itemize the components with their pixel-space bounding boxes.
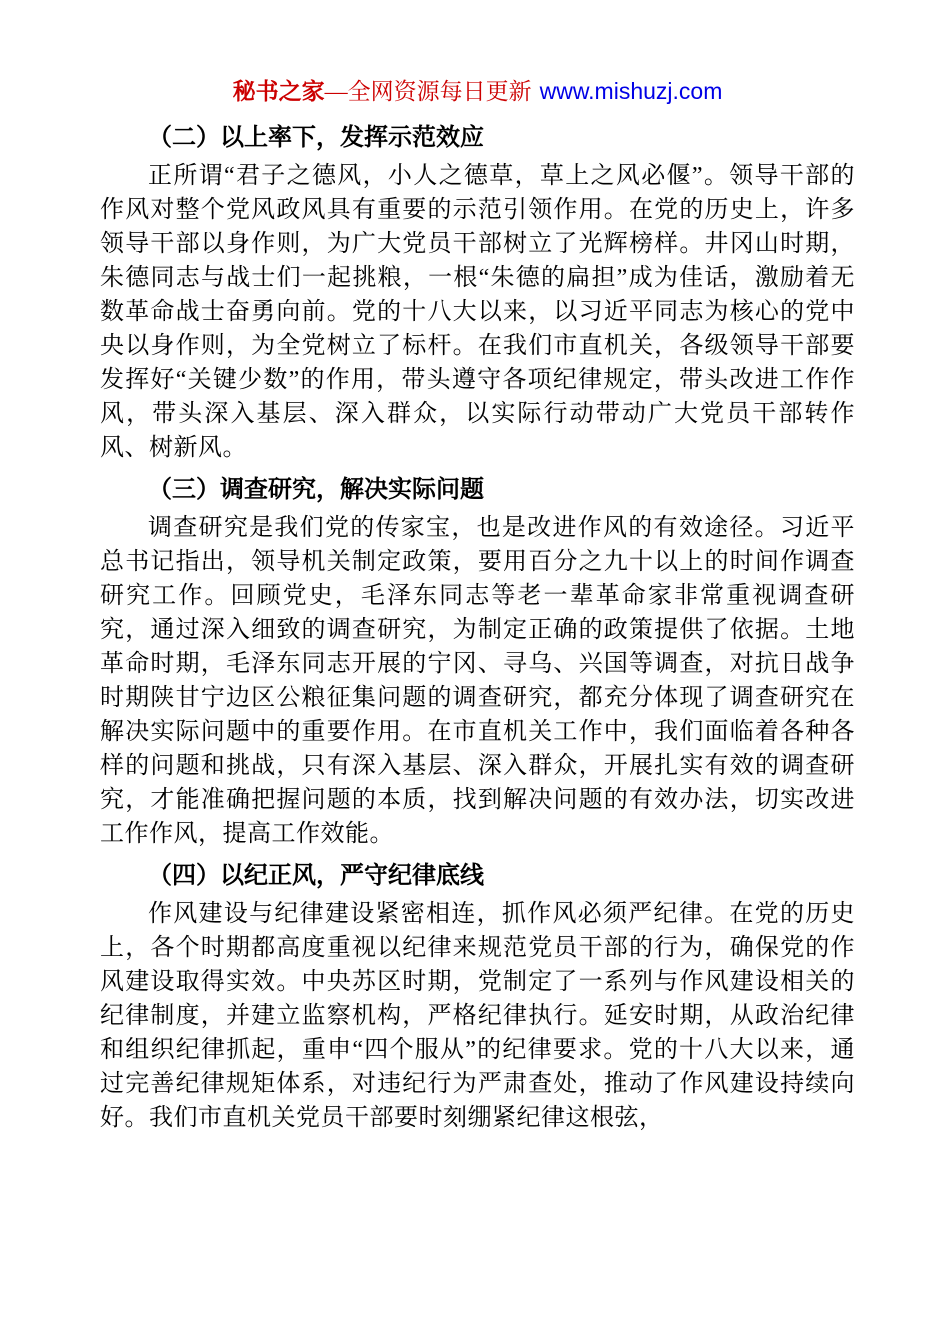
- section-4: [100, 859, 855, 1135]
- section-3-paragraph: 调查研究是我们党的传家宝，也是改进作风的有效途径。习近平总书记指出，领导机关制定政策，要用百分之九十以上的时间作调查研究工作。回顾党史，毛泽东同志等老一辈革命家非常重视调查研究，通过深入细致的调查研究，为制定正确的政策提供了依据。土地革命时期，毛泽东同志开展的宁冈、寻乌、兴国等调查，对抗日战争时期陕甘宁边区公粮征集问题的调查研究，都充分体现了调查研究在解决实际问题中的重要作用。在市直机关工作中，我们面临着各种各样的问题和挑战，只有深入基层、深入群众，开展扎实有效的调查研究，才能准确把握问题的本质，找到解决问题的有效办法，切实改进工作作风，提高工作效能。: [100, 515, 855, 847]
- site-tagline: —全网资源每日更新: [324, 79, 532, 104]
- section-4-paragraph: 作风建设与纪律建设紧密相连，抓作风必须严纪律。在党的历史上，各个时期都高度重视以纪律来规范党员干部的行为，确保党的作风建设取得实效。中央苏区时期，党制定了一系列与作风建设相关的纪律制度，并建立监察机构，严格纪律执行。延安时期，从政治纪律和组织纪律抓起，重申“四个服从”的纪律要求。党的十八大以来，通过完善纪律规矩体系，对违纪行为严肃查处，推动了作风建设持续向好。我们市直机关党员干部要时刻绷紧纪律这根弦，: [100, 901, 855, 1131]
- section-3: [100, 473, 855, 851]
- section-3-heading: （三）调查研究，解决实际问题: [148, 476, 484, 503]
- section-2: [100, 121, 855, 465]
- site-url-link[interactable]: www.mishuzj.com: [539, 78, 723, 104]
- section-2-heading: （二）以上率下，发挥示范效应: [148, 124, 484, 151]
- section-2-paragraph: 正所谓“君子之德风，小人之德草，草上之风必偃”。领导干部的作风对整个党风政风具有重要的示范引领作用。在党的历史上，许多领导干部以身作则，为广大党员干部树立了光辉榜样。井冈山时期，朱德同志与战士们一起挑粮，一根“朱德的扁担”成为佳话，激励着无数革命战士奋勇向前。党的十八大以来，以习近平同志为核心的党中央以身作则，为全党树立了标杆。在我们市直机关，各级领导干部要发挥好“关键少数”的作用，带头遵守各项纪律规定，带头改进工作作风，带头深入基层、深入群众，以实际行动带动广大党员干部转作风、树新风。: [100, 163, 855, 461]
- document-header: [100, 76, 855, 107]
- site-name: 秘书之家: [232, 78, 325, 104]
- section-4-heading: （四）以纪正风，严守纪律底线: [148, 862, 484, 889]
